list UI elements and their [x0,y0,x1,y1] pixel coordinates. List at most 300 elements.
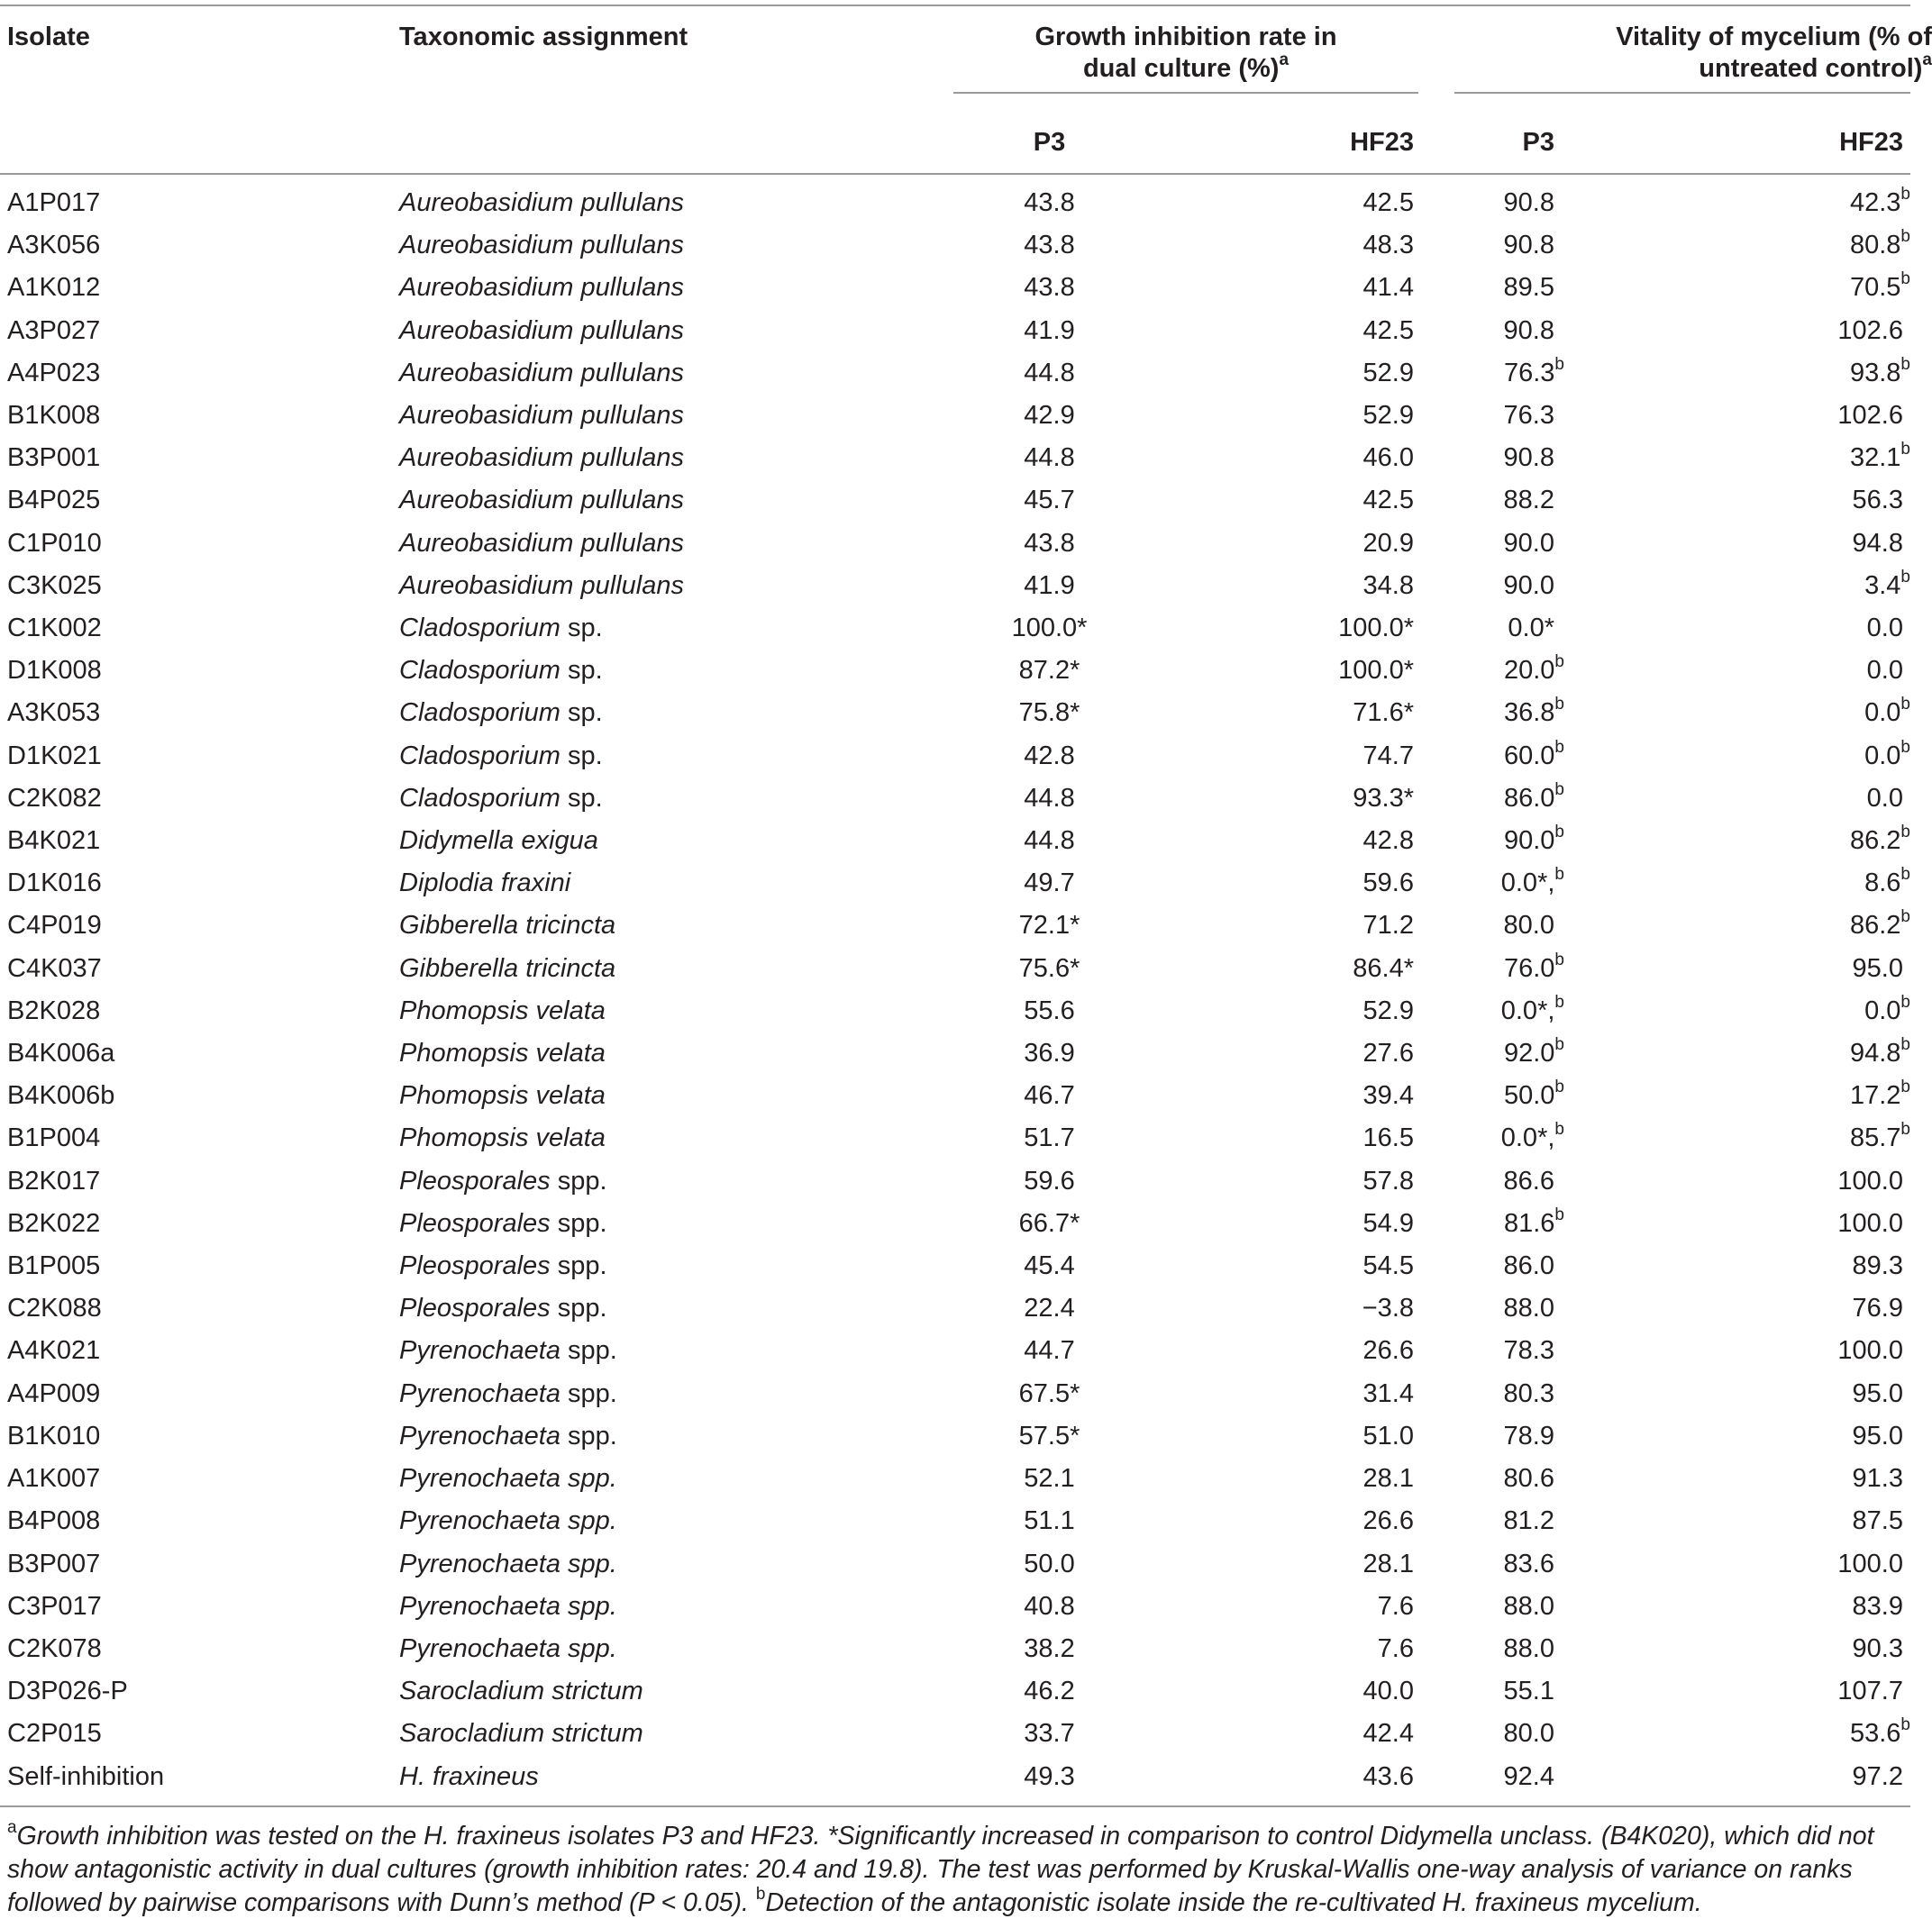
vitality-p3-value: 90.8 [1503,231,1554,260]
cell-growth-p3 [926,820,1172,862]
vitality-p3-value: 86.6 [1503,1166,1554,1196]
cell-vitality-p3 [1418,479,1664,522]
growth-hf23-value: 31.4 [1362,1378,1414,1408]
cell-isolate [0,565,399,607]
cell-growth-p3 [926,905,1172,947]
growth-hf23-value: 52.9 [1362,401,1414,431]
cell-isolate [0,174,399,224]
vitality-hf23-sup: b [1900,823,1910,842]
growth-p3-value: 45.4 [1024,1251,1075,1281]
taxonomy-suffix: spp. [550,1251,607,1281]
vitality-p3-value: 78.9 [1503,1421,1554,1451]
vitality-p3-value: 90.8 [1503,315,1554,345]
isolate-text: D1K021 [7,741,102,770]
cell-growth-p3 [926,310,1172,352]
cell-growth-hf23 [1172,1670,1418,1713]
vitality-hf23-value: 53.6 [1849,1719,1901,1749]
isolate-text: D3P026-P [7,1677,128,1706]
growth-hf23-value: 100.0* [1338,614,1414,643]
cell-vitality-hf23 [1664,1330,1910,1372]
taxonomy-name: Aureobasidium pullulans [399,315,684,345]
vitality-hf23-sup: b [1900,1715,1910,1735]
cell-vitality-hf23 [1664,523,1910,565]
taxonomy-suffix: sp. [560,614,603,643]
cell-growth-hf23 [1172,1458,1418,1500]
cell-taxonomy [399,1713,926,1755]
vitality-hf23-value: 95.0 [1852,953,1903,983]
growth-p3-value: 59.6 [1024,1166,1075,1196]
isolate-text: B1P005 [7,1251,101,1281]
growth-p3-value: 46.7 [1024,1081,1075,1111]
isolate-text: B4P025 [7,486,101,515]
growth-hf23-value: 26.6 [1362,1336,1414,1366]
cell-taxonomy [399,1330,926,1372]
taxonomy-name: Phomopsis velata [399,1039,606,1069]
cell-taxonomy [399,650,926,692]
cell-taxonomy [399,905,926,947]
growth-hf23-value: 26.6 [1362,1506,1414,1536]
cell-vitality-hf23 [1664,1670,1910,1713]
cell-growth-hf23 [1172,820,1418,862]
table-row [0,395,1910,437]
cell-vitality-hf23 [1664,1500,1910,1542]
cell-growth-hf23 [1172,224,1418,267]
table-row [0,479,1910,522]
isolate-text: A1K012 [7,273,101,303]
cell-vitality-p3 [1418,437,1664,479]
taxonomy-name: Aureobasidium pullulans [399,401,684,431]
vitality-p3-value: 0.0* [1508,614,1554,643]
cell-growth-hf23 [1172,479,1418,522]
cell-taxonomy [399,948,926,990]
cell-taxonomy [399,990,926,1032]
cell-vitality-hf23 [1664,1287,1910,1330]
vitality-p3-sup: b [1554,1078,1564,1097]
isolate-text: A3P027 [7,315,101,345]
taxonomy-name: Phomopsis velata [399,996,606,1025]
vitality-hf23-value: 95.0 [1852,1378,1903,1408]
vitality-p3-value: 76.0 [1503,953,1555,983]
cell-vitality-p3 [1418,565,1664,607]
vitality-hf23-sup: b [1900,185,1910,204]
cell-isolate [0,1458,399,1500]
cell-growth-p3 [926,565,1172,607]
cell-taxonomy [399,1415,926,1458]
vitality-p3-value: 90.0 [1503,826,1555,856]
cell-growth-p3 [926,1543,1172,1586]
cell-vitality-hf23 [1664,1543,1910,1586]
cell-vitality-p3 [1418,862,1664,905]
vitality-hf23-value: 0.0 [1864,741,1901,770]
footnote-text-b: Detection of the antagonistic isolate inside the re-cultivated H. fraxineus mycelium. [765,1888,1702,1917]
growth-hf23-value: 7.6 [1377,1633,1414,1663]
growth-p3-value: 46.2 [1024,1677,1075,1706]
cell-vitality-p3 [1418,1032,1664,1075]
cell-growth-hf23 [1172,174,1418,224]
cell-growth-hf23 [1172,1628,1418,1670]
growth-p3-value: 44.8 [1024,358,1075,387]
vitality-p3-value: 86.0 [1503,1251,1554,1281]
isolate-text: A1K007 [7,1464,101,1494]
cell-isolate [0,352,399,395]
vitality-p3-sup: b [1554,779,1564,799]
growth-hf23-value: 71.2 [1362,911,1414,941]
growth-p3-value: 43.8 [1024,528,1075,558]
isolate-text: A3K056 [7,231,101,260]
cell-taxonomy [399,1670,926,1713]
table-row [0,352,1910,395]
cell-isolate [0,437,399,479]
cell-taxonomy [399,395,926,437]
cell-growth-p3 [926,1713,1172,1755]
isolate-text: C2K088 [7,1294,102,1323]
vitality-p3-value: 20.0 [1503,656,1555,686]
cell-vitality-p3 [1418,692,1664,734]
table-row [0,1373,1910,1415]
cell-growth-hf23 [1172,1245,1418,1287]
vitality-p3-value: 90.0 [1503,570,1554,600]
cell-isolate [0,820,399,862]
vitality-p3-sup: b [1554,950,1564,969]
cell-growth-p3 [926,352,1172,395]
growth-p3-value: 41.9 [1024,315,1075,345]
taxonomy-name: Pyrenochaeta spp. [399,1464,617,1494]
vitality-hf23-value: 80.8 [1849,231,1901,260]
growth-hf23-value: 7.6 [1377,1591,1414,1621]
vitality-p3-value: 90.8 [1503,443,1554,473]
cell-vitality-hf23 [1664,1713,1910,1755]
growth-hf23-value: 27.6 [1362,1039,1414,1069]
growth-hf23-value: 40.0 [1362,1677,1414,1706]
vitality-p3-value: 36.8 [1503,698,1555,728]
vitality-p3-value: 81.6 [1503,1208,1555,1238]
cell-vitality-hf23 [1664,437,1910,479]
cell-isolate [0,1075,399,1117]
table-row [0,1245,1910,1287]
table-row [0,437,1910,479]
cell-taxonomy [399,1160,926,1203]
header-vitality-hf23: HF23 [1664,110,1910,174]
cell-growth-hf23 [1172,395,1418,437]
cell-taxonomy [399,1117,926,1160]
cell-isolate [0,1713,399,1755]
cell-growth-hf23 [1172,607,1418,650]
taxonomy-suffix: sp. [560,698,603,728]
growth-p3-value: 51.1 [1024,1506,1075,1536]
isolate-text: B1K008 [7,401,101,431]
isolate-text: B4K006a [7,1039,115,1069]
isolate-text: C4P019 [7,911,102,941]
cell-growth-hf23 [1172,1160,1418,1203]
cell-vitality-p3 [1418,395,1664,437]
isolate-text: Self-inhibition [7,1761,165,1791]
cell-growth-hf23 [1172,1373,1418,1415]
taxonomy-name: Aureobasidium pullulans [399,486,684,515]
vitality-hf23-sup: b [1900,992,1910,1012]
vitality-hf23-value: 70.5 [1849,273,1901,303]
taxonomy-suffix: spp. [560,1378,617,1408]
cell-growth-p3 [926,778,1172,820]
taxonomy-name: Sarocladium strictum [399,1677,643,1706]
growth-hf23-value: 20.9 [1362,528,1414,558]
cell-growth-hf23 [1172,1756,1418,1806]
taxonomy-suffix: spp. [550,1294,607,1323]
table-row [0,565,1910,607]
growth-p3-value: 49.3 [1024,1761,1075,1791]
vitality-p3-value: 80.0 [1503,1719,1554,1749]
growth-p3-value: 44.8 [1024,443,1075,473]
vitality-hf23-value: 85.7 [1849,1123,1901,1153]
cell-growth-hf23 [1172,778,1418,820]
cell-vitality-hf23 [1664,1117,1910,1160]
growth-hf23-value: 28.1 [1362,1549,1414,1578]
taxonomy-name: Pyrenochaeta spp. [399,1549,617,1578]
cell-vitality-p3 [1418,224,1664,267]
cell-vitality-hf23 [1664,778,1910,820]
cell-vitality-hf23 [1664,1415,1910,1458]
vitality-p3-value: 92.0 [1503,1039,1555,1069]
cell-vitality-p3 [1418,1330,1664,1372]
table-row [0,1586,1910,1628]
cell-taxonomy [399,1628,926,1670]
vitality-p3-value: 81.2 [1503,1506,1554,1536]
vitality-hf23-value: 3.4 [1864,570,1901,600]
header-growth-p3: P3 [926,110,1172,174]
taxonomy-name: Didymella exigua [399,826,598,856]
cell-taxonomy [399,1245,926,1287]
footnote-text-a: Growth inhibition was tested on the H. fraxineus isolates P3 and HF23. *Significantly increased in comparison to control Didymella unclass. (B4K020), which did not show antagonistic activity in dual cultures (growth inhibition rates: 20.4 and 19.8). The test was performed by Kruskal-Wallis one-way analysis of variance on ranks followed by pairwise comparisons with Dunn’s method (P < 0.05). [7,1822,1874,1917]
cell-growth-p3 [926,1203,1172,1245]
vitality-hf23-sup: b [1900,907,1910,927]
cell-taxonomy [399,862,926,905]
cell-vitality-p3 [1418,820,1664,862]
cell-vitality-p3 [1418,990,1664,1032]
header-row-groups [0,5,1910,110]
header-growth-hf23: HF23 [1172,110,1418,174]
cell-vitality-p3 [1418,1287,1664,1330]
growth-p3-value: 57.5* [1018,1421,1080,1451]
vitality-p3-value: 90.0 [1503,528,1554,558]
cell-taxonomy [399,174,926,224]
taxonomy-name: Pleosporales [399,1294,551,1323]
growth-hf23-value: 46.0 [1362,443,1414,473]
cell-isolate [0,650,399,692]
growth-hf23-value: 42.8 [1362,826,1414,856]
table-body [0,174,1910,1806]
table-row [0,1756,1910,1806]
cell-vitality-p3 [1418,1203,1664,1245]
taxonomy-name: Pyrenochaeta [399,1378,560,1408]
cell-growth-p3 [926,1500,1172,1542]
cell-taxonomy [399,565,926,607]
cell-vitality-p3 [1418,1160,1664,1203]
vitality-p3-value: 88.2 [1503,486,1554,515]
vitality-hf23-value: 94.8 [1849,1039,1901,1069]
vitality-hf23-sup: b [1900,695,1910,714]
cell-isolate [0,479,399,522]
vitality-hf23-value: 76.9 [1852,1294,1903,1323]
isolate-text: C2K082 [7,783,102,813]
taxonomy-suffix: spp. [560,1336,617,1366]
header-growth-label: Growth inhibition rate in dual culture (%) [1034,23,1337,83]
isolate-text: A4P009 [7,1378,101,1408]
vitality-p3-value: 88.0 [1503,1294,1554,1323]
cell-growth-p3 [926,1330,1172,1372]
header-vitality-group [1418,5,1932,110]
vitality-p3-value: 60.0 [1503,741,1555,770]
vitality-p3-value: 86.0 [1503,783,1555,813]
isolate-text: A1P017 [7,188,101,217]
cell-taxonomy [399,352,926,395]
vitality-hf23-value: 86.2 [1849,911,1901,941]
growth-p3-value: 66.7* [1018,1208,1080,1238]
vitality-hf23-value: 83.9 [1852,1591,1903,1621]
table-row [0,1032,1910,1075]
cell-isolate [0,1117,399,1160]
taxonomy-name: Cladosporium [399,698,560,728]
vitality-p3-sup: b [1554,865,1564,885]
data-table [0,5,1932,1807]
taxonomy-name: Pyrenochaeta [399,1421,560,1451]
cell-growth-p3 [926,1287,1172,1330]
vitality-p3-value: 89.5 [1503,273,1554,303]
table-row [0,310,1910,352]
header-taxonomy: Taxonomic assignment [399,23,688,51]
cell-isolate [0,1500,399,1542]
vitality-hf23-value: 17.2 [1849,1081,1901,1111]
cell-vitality-p3 [1418,1670,1664,1713]
growth-p3-value: 55.6 [1024,996,1075,1025]
growth-p3-value: 75.8* [1018,698,1080,728]
header-row-sub [0,110,1910,174]
cell-taxonomy [399,1586,926,1628]
cell-growth-p3 [926,1628,1172,1670]
cell-taxonomy [399,1032,926,1075]
cell-vitality-hf23 [1664,862,1910,905]
vitality-hf23-sup: b [1900,737,1910,757]
cell-growth-p3 [926,607,1172,650]
taxonomy-name: Pyrenochaeta spp. [399,1506,617,1536]
cell-growth-p3 [926,1756,1172,1806]
growth-p3-value: 43.8 [1024,188,1075,217]
cell-vitality-hf23 [1664,905,1910,947]
cell-growth-hf23 [1172,1117,1418,1160]
table-footnote [7,1820,1904,1920]
cell-vitality-hf23 [1664,735,1910,778]
cell-vitality-p3 [1418,1373,1664,1415]
cell-vitality-p3 [1418,1713,1664,1755]
taxonomy-suffix: sp. [560,656,603,686]
table-row [0,267,1910,309]
vitality-p3-sup: b [1554,823,1564,842]
cell-growth-p3 [926,1160,1172,1203]
cell-isolate [0,1032,399,1075]
isolate-text: A4P023 [7,358,101,387]
cell-taxonomy [399,1458,926,1500]
growth-p3-value: 38.2 [1024,1633,1075,1663]
cell-growth-hf23 [1172,1287,1418,1330]
vitality-hf23-sup: b [1900,1078,1910,1097]
growth-p3-value: 42.8 [1024,741,1075,770]
cell-growth-p3 [926,1670,1172,1713]
growth-hf23-value: 100.0* [1338,656,1414,686]
cell-growth-p3 [926,650,1172,692]
taxonomy-name: H. fraxineus [399,1761,539,1791]
cell-growth-hf23 [1172,862,1418,905]
cell-vitality-hf23 [1664,1756,1910,1806]
cell-vitality-hf23 [1664,948,1910,990]
cell-vitality-p3 [1418,735,1664,778]
cell-vitality-p3 [1418,523,1664,565]
isolate-text: B3P007 [7,1549,101,1578]
cell-vitality-p3 [1418,352,1664,395]
cell-isolate [0,1543,399,1586]
growth-p3-value: 41.9 [1024,570,1075,600]
growth-p3-value: 44.8 [1024,783,1075,813]
table-row [0,778,1910,820]
vitality-hf23-sup: b [1900,865,1910,885]
cell-vitality-hf23 [1664,479,1910,522]
cell-taxonomy [399,479,926,522]
cell-growth-hf23 [1172,1713,1418,1755]
vitality-p3-value: 0.0*, [1500,1123,1555,1153]
cell-isolate [0,1415,399,1458]
vitality-hf23-value: 90.3 [1852,1633,1903,1663]
growth-hf23-value: 52.9 [1362,996,1414,1025]
taxonomy-name: Cladosporium [399,614,560,643]
growth-p3-value: 75.6* [1018,953,1080,983]
table-row [0,1543,1910,1586]
cell-taxonomy [399,1373,926,1415]
vitality-p3-sup: b [1554,737,1564,757]
cell-growth-p3 [926,224,1172,267]
growth-p3-value: 52.1 [1024,1464,1075,1494]
cell-vitality-p3 [1418,1117,1664,1160]
isolate-text: D1K016 [7,869,102,898]
vitality-hf23-value: 100.0 [1837,1549,1903,1578]
header-vitality-sup: a [1922,50,1932,69]
table-row [0,862,1910,905]
cell-growth-hf23 [1172,692,1418,734]
table-row [0,990,1910,1032]
vitality-hf23-sup: b [1900,227,1910,247]
cell-vitality-p3 [1418,1756,1664,1806]
growth-hf23-value: 41.4 [1362,273,1414,303]
cell-vitality-hf23 [1664,1245,1910,1287]
taxonomy-name: Pleosporales [399,1208,551,1238]
cell-isolate [0,735,399,778]
table-row [0,650,1910,692]
vitality-p3-value: 88.0 [1503,1591,1554,1621]
vitality-p3-value: 80.0 [1503,911,1554,941]
cell-taxonomy [399,1756,926,1806]
cell-growth-p3 [926,267,1172,309]
growth-hf23-value: 28.1 [1362,1464,1414,1494]
taxonomy-suffix: sp. [560,783,603,813]
cell-isolate [0,1756,399,1806]
cell-growth-p3 [926,990,1172,1032]
cell-isolate [0,862,399,905]
growth-hf23-value: 42.4 [1362,1719,1414,1749]
header-isolate: Isolate [7,23,90,51]
growth-p3-value: 44.7 [1024,1336,1075,1366]
cell-vitality-hf23 [1664,267,1910,309]
isolate-text: B4K021 [7,826,101,856]
vitality-hf23-value: 42.3 [1849,188,1901,217]
growth-p3-value: 100.0* [1011,614,1088,643]
cell-growth-hf23 [1172,565,1418,607]
vitality-hf23-value: 0.0 [1864,698,1901,728]
